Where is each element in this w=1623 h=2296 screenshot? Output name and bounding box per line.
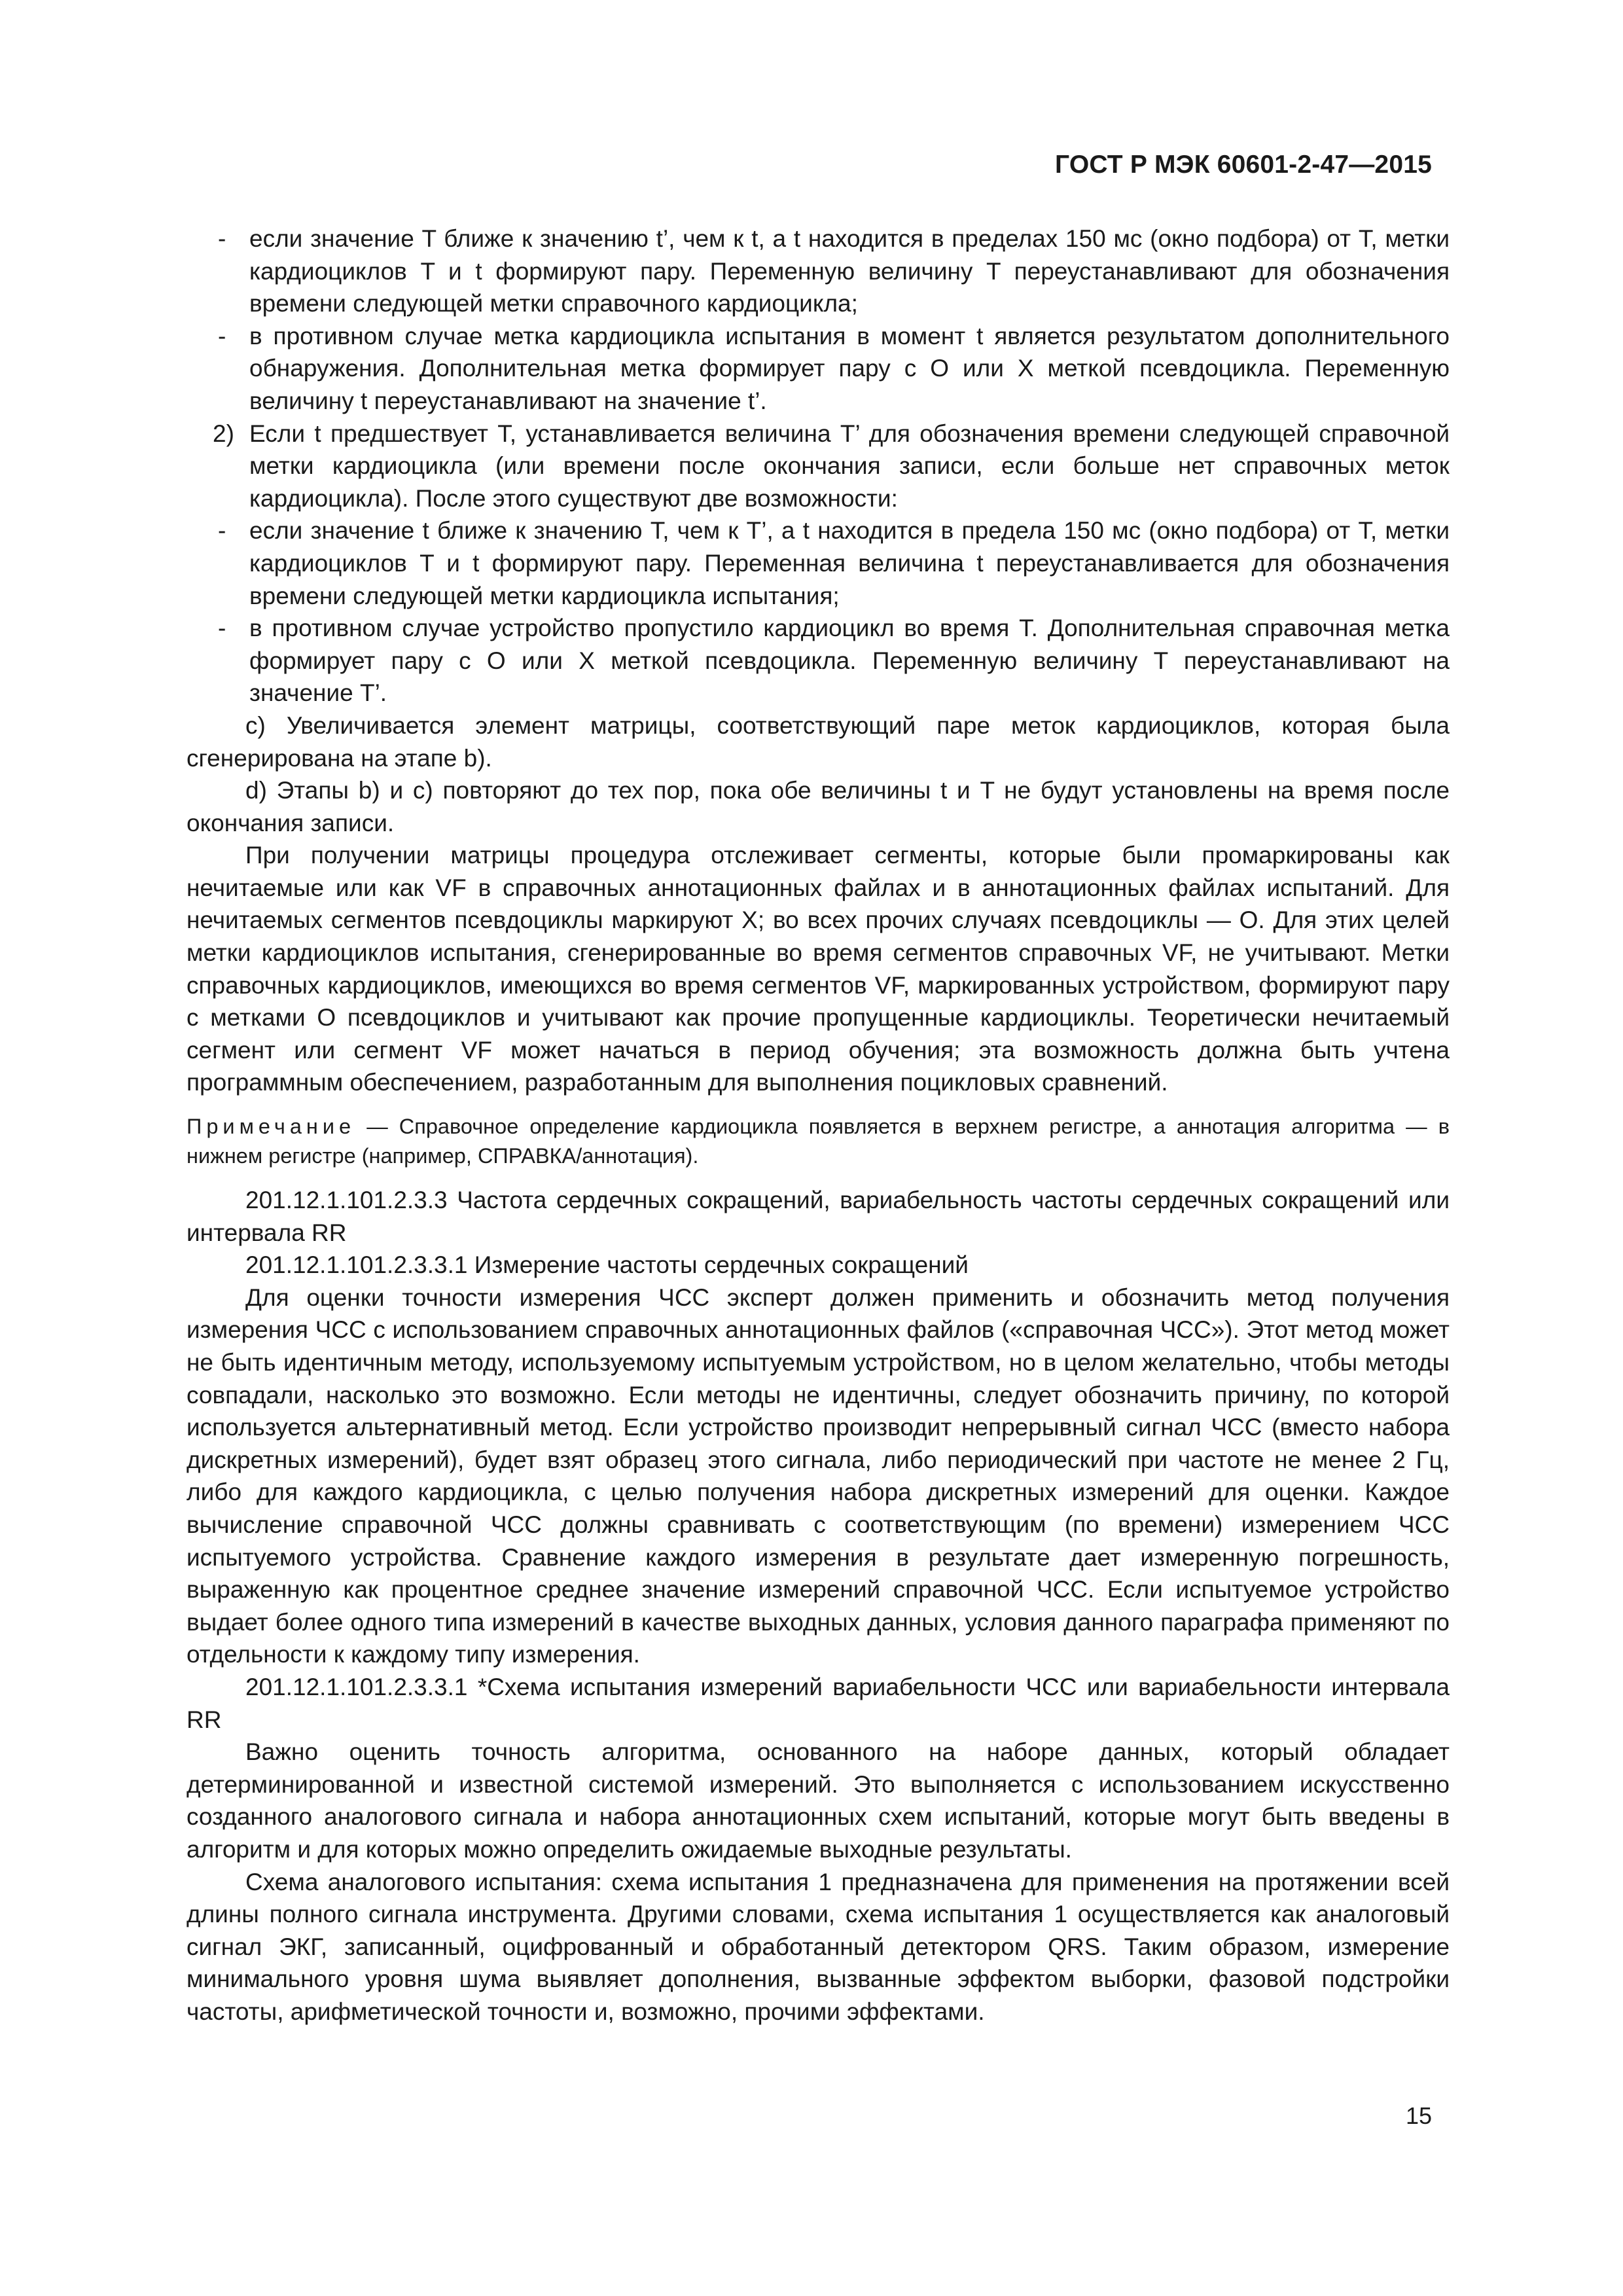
subsection-heading: 201.12.1.101.2.3.3.1 *Схема испытания измерений вариабельности ЧСС или вариабельности интервала RR [187, 1673, 1450, 1733]
list-marker: - [218, 225, 226, 252]
list-item-text: если значение t ближе к значению T, чем к T’, а t находится в предела 150 мс (окно подбора) от T, метки кардиоциклов T и t формируют пару. Переменная величина t переустанавливается для обозначения времени следующей метки кардиоцикла испытания; [249, 517, 1450, 609]
list-item [187, 320, 1450, 418]
note-label: Примечание [187, 1115, 356, 1139]
algorithm-accuracy-paragraph: Важно оценить точность алгоритма, основанного на наборе данных, который обладает детерминированной и известной системой измерений. Это выполняется с использованием искусственно созданного аналогового сигнала и набора аннотационных схем испытаний, которые могут быть введены в алгоритм и для которых можно определить ожидаемые выходные результаты. [187, 1738, 1450, 1863]
list-marker: 2) [213, 420, 234, 447]
list-item [187, 223, 1450, 320]
document-id-header: ГОСТ Р МЭК 60601-2-47—2015 [1055, 151, 1432, 179]
list-item-text: в противном случае метка кардиоцикла испытания в момент t является результатом дополнительного обнаружения. Дополнительная метка формирует пару с O или X меткой псевдоцикла. Переменную величину t переустанавливают на значение t’. [249, 322, 1450, 414]
step-c-paragraph: c) Увеличивается элемент матрицы, соответствующий паре меток кардиоциклов, которая была сгенерирована на этапе b). [187, 711, 1450, 772]
step-d-paragraph: d) Этапы b) и c) повторяют до тех пор, пока обе величины t и T не будут установлены на время после окончания записи. [187, 777, 1450, 836]
list-item [187, 514, 1450, 612]
matrix-paragraph: При получении матрицы процедура отслеживает сегменты, которые были промаркированы как нечитаемые или как VF в справочных аннотационных файлах и в аннотационных файлах испытаний. Для нечитаемых сегментов псевдоциклы маркируют X; во всех прочих случаях псевдоциклы — O. Для этих целей метки кардиоциклов испытания, сгенерированные во время сегментов справочных VF, не учитывают. Метки справочных кардиоциклов, имеющихся во время сегментов VF, маркированных устройством, формируют пару с метками O псевдоциклов и учитывают как прочие пропущенные кардиоциклы. Теоретически нечитаемый сегмент или сегмент VF может начаться в период обучения; эта возможность должна быть учтена программным обеспечением, разработанным для выполнения поцикловых сравнений. [187, 842, 1450, 1096]
section-heading: 201.12.1.101.2.3.3 Частота сердечных сокращений, вариабельность частоты сердечных сокращений или интервала RR [187, 1187, 1450, 1246]
analog-test-paragraph: Схема аналогового испытания: схема испытания 1 предназначена для применения на протяжении всей длины полного сигнала инструмента. Другими словами, схема испытания 1 осуществляется как аналоговый сигнал ЭКГ, записанный, оцифрованный и обработанный детектором QRS. Таким образом, измерение минимального уровня шума выявляет дополнения, вызванные эффектом выборки, фазовой подстройки частоты, арифметической точности и, возможно, прочими эффектами. [187, 1868, 1450, 2025]
list-item-text: если значение T ближе к значению t’, чем к t, а t находится в пределах 150 мс (окно подбора) от T, метки кардиоциклов T и t формируют пару. Переменную величину T переустанавливают для обозначения времени следующей метки справочного кардиоцикла; [249, 225, 1450, 317]
document-body [187, 223, 1450, 2028]
list-item-text: в противном случае устройство пропустило кардиоцикл во время T. Дополнительная справочная метка формирует пару с O или X меткой псевдоцикла. Переменную величину T переустанавливают на значение T’. [249, 615, 1450, 707]
heart-rate-paragraph: Для оценки точности измерения ЧСС эксперт должен применить и обозначить метод получения измерения ЧСС с использованием справочных аннотационных файлов («справочная ЧСС»). Этот метод может не быть идентичным методу, используемому испытуемым устройством, но в целом желательно, чтобы методы совпадали, насколько это возможно. Если методы не идентичны, следует обозначить причину, по которой используется альтернативный метод. Если устройство производит непрерывный сигнал ЧСС (вместо набора дискретных измерений), будет взят образец этого сигнала, либо периодический при частоте не менее 2 Гц, либо для каждого кардиоцикла, с целью получения набора дискретных измерений для оценки. Каждое вычисление справочной ЧСС должны сравнивать с соответствующим (по времени) измерением ЧСС испытуемого устройства. Сравнение каждого измерения в результате дает измеренную погрешность, выраженную как процентное среднее значение измерений справочной ЧСС. Если испытуемое устройство выдает более одного типа измерений в качестве выходных данных, условия данного параграфа применяют по отдельности к каждому типу измерения. [187, 1283, 1450, 1668]
list-marker: - [218, 517, 226, 545]
list-item [187, 612, 1450, 709]
note-text: — Справочное определение кардиоцикла появляется в верхнем регистре, а аннотация алгоритма — в нижнем регистре (например, СПРАВКА/аннотация). [187, 1115, 1450, 1168]
note-paragraph [187, 1112, 1450, 1171]
numbered-item-text: Если t предшествует T, устанавливается величина T’ для обозначения времени следующей справочной метки кардиоцикла (или времени после окончания записи, если больше нет справочных меток кардиоцикла). После этого существуют две возможности: [249, 420, 1450, 512]
page-number: 15 [1405, 2102, 1432, 2129]
list-marker: - [218, 615, 226, 642]
subsection-heading: 201.12.1.101.2.3.3.1 Измерение частоты сердечных сокращений [245, 1251, 969, 1279]
numbered-item [187, 418, 1450, 515]
list-marker: - [218, 322, 226, 350]
